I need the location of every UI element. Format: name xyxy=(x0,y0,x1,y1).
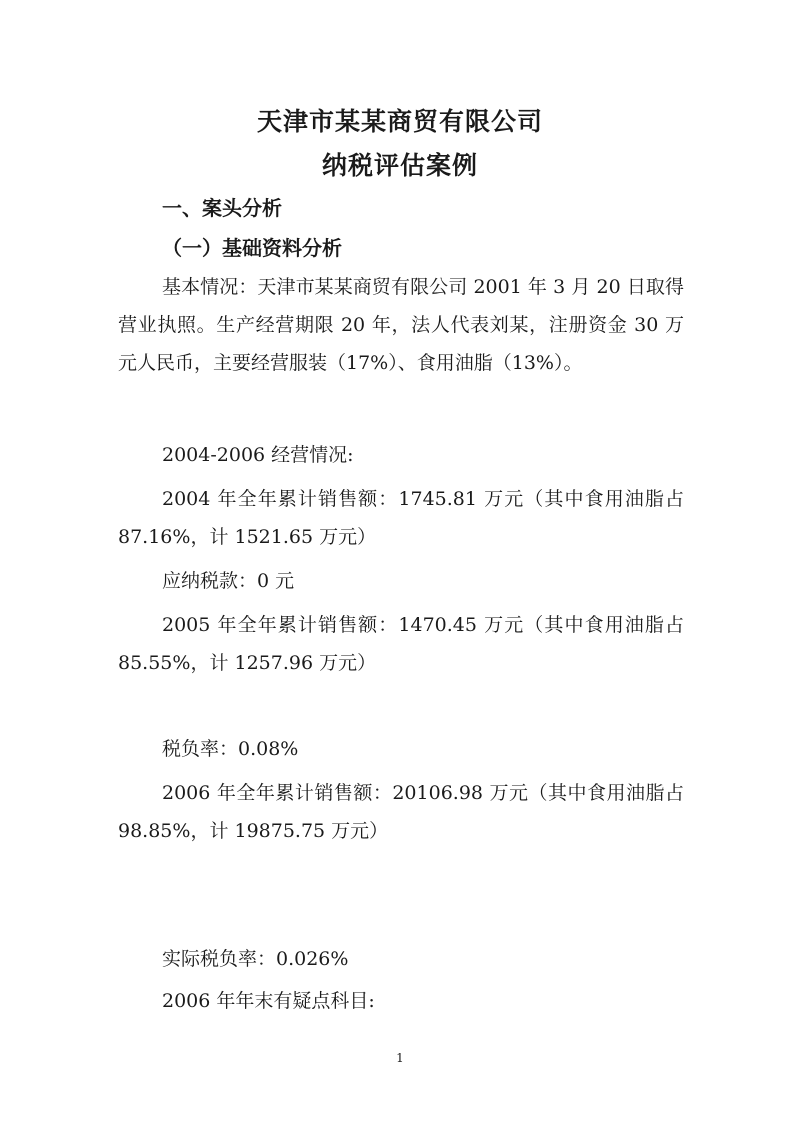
actual-tax-rate: 实际税负率：0.026% xyxy=(162,948,349,970)
tax-due-2004: 应纳税款：0 元 xyxy=(162,570,295,592)
sales-2005-paragraph: 2005 年全年累计销售额：1470.45 万元（其中食用油脂占 85.55%，计 1257.96 万元） xyxy=(118,614,684,674)
operations-heading: 2004-2006 经营情况: xyxy=(162,444,354,466)
subsection-heading-basic-data: （一）基础资料分析 xyxy=(162,236,342,260)
sales-2006-paragraph: 2006 年全年累计销售额：20106.98 万元（其中食用油脂占 98.85%，计 19875.75 万元） xyxy=(118,782,684,842)
suspicious-items-heading: 2006 年年末有疑点科目: xyxy=(162,990,375,1012)
section-heading-desk-analysis: 一、案头分析 xyxy=(162,196,282,220)
basic-info-paragraph: 基本情况：天津市某某商贸有限公司 2001 年 3 月 20 日取得营业执照。生产经营期限 20 年，法人代表刘某，注册资金 30 万元人民币，主要经营服装（17%）、食用油脂（13%）。 xyxy=(118,276,684,374)
page-number: 1 xyxy=(396,1051,404,1065)
tax-rate-2005: 税负率：0.08% xyxy=(162,738,299,760)
document-title: 天津市某某商贸有限公司 xyxy=(256,107,543,136)
sales-2004-paragraph: 2004 年全年累计销售额：1745.81 万元（其中食用油脂占 87.16%，计 1521.65 万元） xyxy=(118,488,684,548)
document-subtitle: 纳税评估案例 xyxy=(321,151,478,180)
